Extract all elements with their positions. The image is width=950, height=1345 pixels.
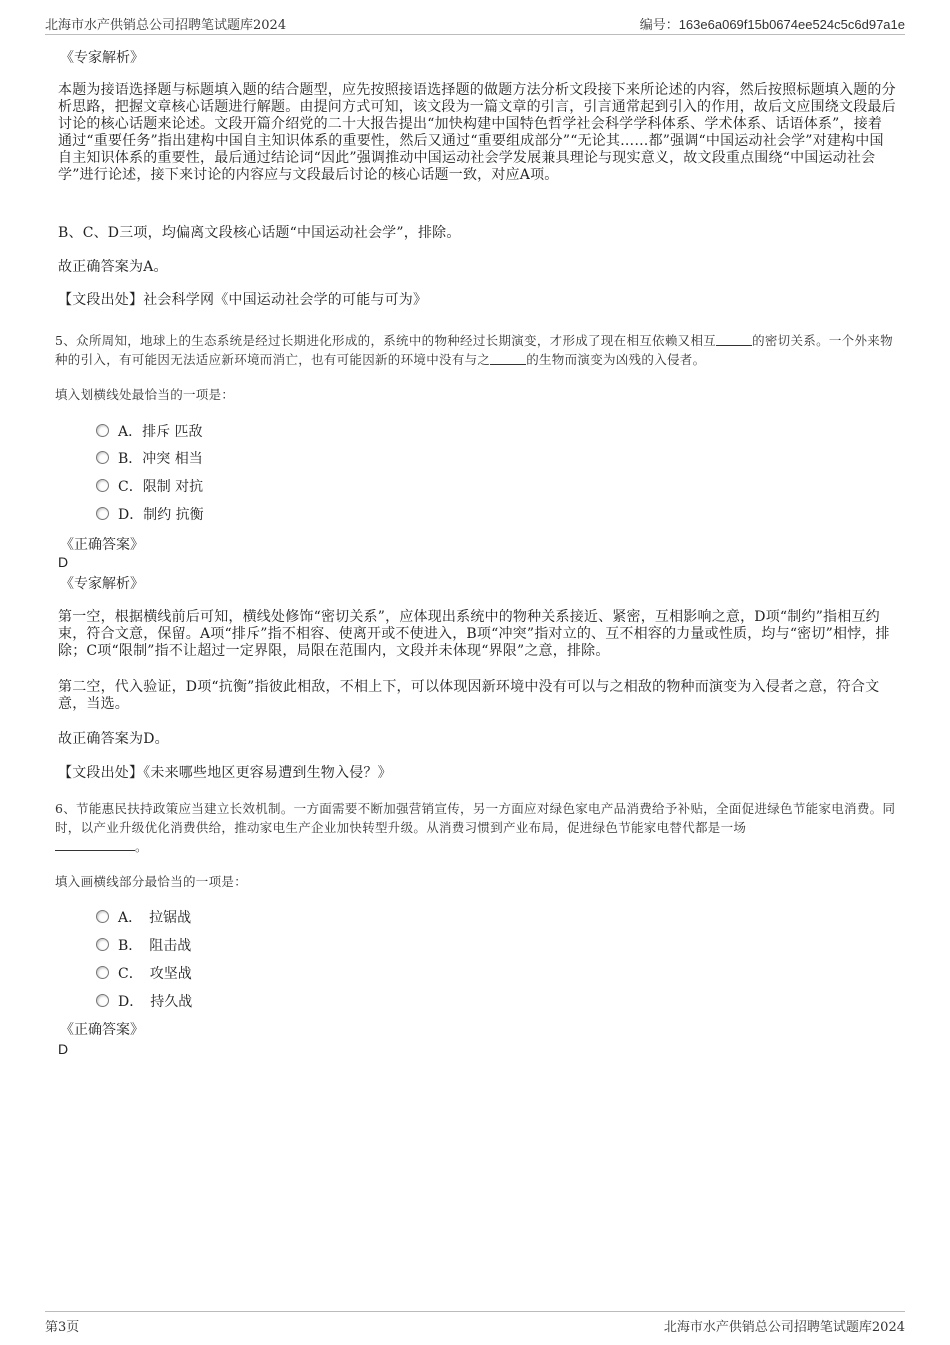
q5-answer: D xyxy=(58,554,69,570)
page-header xyxy=(45,14,905,35)
q5-analysis-paragraph-2: 第二空，代入验证，D项“抗衡”指彼此相敌，不相上下，可以体现因新环境中没有可以与之相敌的物种而演变为入侵者之意，符合文意，当选。 xyxy=(58,679,880,712)
q5-analysis-paragraph-1: 第一空，根据横线前后可知，横线处修饰“密切关系”，应体现出系统中的物种关系接近、紧密，互相影响之意，D项“制约”指相互约束，符合文意，保留。A项“排斥”指不相容、使离开或不使进入，B项“冲突”指对立的、互不相容的力量或性质，均与“密切”相悖，排除；C项“限制”指不让超过一定界限，局限在范围内，文段并未体现“界限”之意，排除。 xyxy=(58,609,890,659)
q6-option-d[interactable]: D． 持久战 xyxy=(96,993,192,1011)
q6-answer-label: 《正确答案》 xyxy=(60,1022,144,1038)
q6-stem: 6、节能惠民扶持政策应当建立长效机制。一方面需要不断加强营销宣传，另一方面应对绿色家电产品消费给予补贴，全面促进绿色节能家电消费。同时，以产业升级优化消费供给，推动家电生产企业加快转型升级。从消费习惯到产业布局，促进绿色节能家电替代都是一场 。 xyxy=(55,801,896,854)
q6-blank xyxy=(55,838,135,851)
q5-analysis-label: 《专家解析》 xyxy=(60,576,144,592)
page-footer xyxy=(45,1311,905,1334)
radio-icon[interactable] xyxy=(96,507,109,520)
header-doc-id: 编号：163e6a069f15b0674ee524c5c6d97a1e xyxy=(639,17,905,32)
q6-prompt: 填入画横线部分最恰当的一项是： xyxy=(55,874,248,889)
q5-blank-2 xyxy=(490,352,526,365)
q5-source: 【文段出处】《未来哪些地区更容易遭到生物入侵？》 xyxy=(58,765,392,781)
q6-option-a[interactable]: A． 拉锯战 xyxy=(96,909,191,927)
q5-blank-1 xyxy=(716,333,752,346)
radio-icon[interactable] xyxy=(96,479,109,492)
q6-answer: D xyxy=(58,1041,69,1057)
q4-analysis-label: 《专家解析》 xyxy=(60,50,144,66)
page-number: 第3页 xyxy=(45,1320,80,1335)
q4-analysis-paragraph-3: 故正确答案为A。 xyxy=(58,259,168,275)
q6-option-c[interactable]: C． 攻坚战 xyxy=(96,965,192,983)
footer-title: 北海市水产供销总公司招聘笔试题库2024 xyxy=(663,1320,905,1335)
q5-option-a[interactable]: A．排斥 匹敌 xyxy=(96,423,203,441)
q5-prompt: 填入划横线处最恰当的一项是： xyxy=(55,387,235,402)
radio-icon[interactable] xyxy=(96,910,109,923)
q5-answer-label: 《正确答案》 xyxy=(60,537,144,553)
q5-analysis-paragraph-3: 故正确答案为D。 xyxy=(58,731,169,747)
radio-icon[interactable] xyxy=(96,451,109,464)
header-title: 北海市水产供销总公司招聘笔试题库2024 xyxy=(45,18,287,33)
radio-icon[interactable] xyxy=(96,966,109,979)
q5-option-d[interactable]: D．制约 抗衡 xyxy=(96,506,204,524)
q4-analysis-paragraph-1: 本题为接语选择题与标题填入题的结合题型，应先按照接语选择题的做题方法分析文段接下来所论述的内容，然后按照标题填入题的分析思路，把握文章核心话题进行解题。由提问方式可知，该文段为一篇文章的引言，引言通常起到引入的作用，故后文应围绕文段最后讨论的核心话题来论述。文段开篇介绍党的二十大报告提出“加快构建中国特色哲学社会科学学科体系、学术体系、话语体系”，接着通过“重要任务”指出建构中国自主知识体系的重要性，然后又通过“重要组成部分”“无论其……都”强调“中国运动社会学”对建构中国自主知识体系的重要性，最后通过结论词“因此”强调推动中国运动社会学发展兼具理论与现实意义，故文段重点围绕“中国运动社会学”进行论述，接下来讨论的内容应与文段最后讨论的核心话题一致，对应A项。 xyxy=(58,82,896,183)
q6-option-b[interactable]: B． 阻击战 xyxy=(96,937,191,955)
q5-option-b[interactable]: B．冲突 相当 xyxy=(96,450,203,468)
radio-icon[interactable] xyxy=(96,938,109,951)
radio-icon[interactable] xyxy=(96,424,109,437)
radio-icon[interactable] xyxy=(96,994,109,1007)
q5-stem: 5、众所周知，地球上的生态系统是经过长期进化形成的，系统中的物种经过长期演变，才形成了现在相互依赖又相互 的密切关系。一个外来物种的引入，有可能因无法适应新环境而消亡，也有可能因新的环境中没有与之 的生物而演变为凶残的入侵者。 xyxy=(55,333,893,367)
q5-option-c[interactable]: C．限制 对抗 xyxy=(96,478,203,496)
q4-analysis-paragraph-2: B、C、D三项，均偏离文段核心话题“中国运动社会学”，排除。 xyxy=(58,225,461,241)
q4-source: 【文段出处】社会科学网《中国运动社会学的可能与可为》 xyxy=(58,292,428,308)
